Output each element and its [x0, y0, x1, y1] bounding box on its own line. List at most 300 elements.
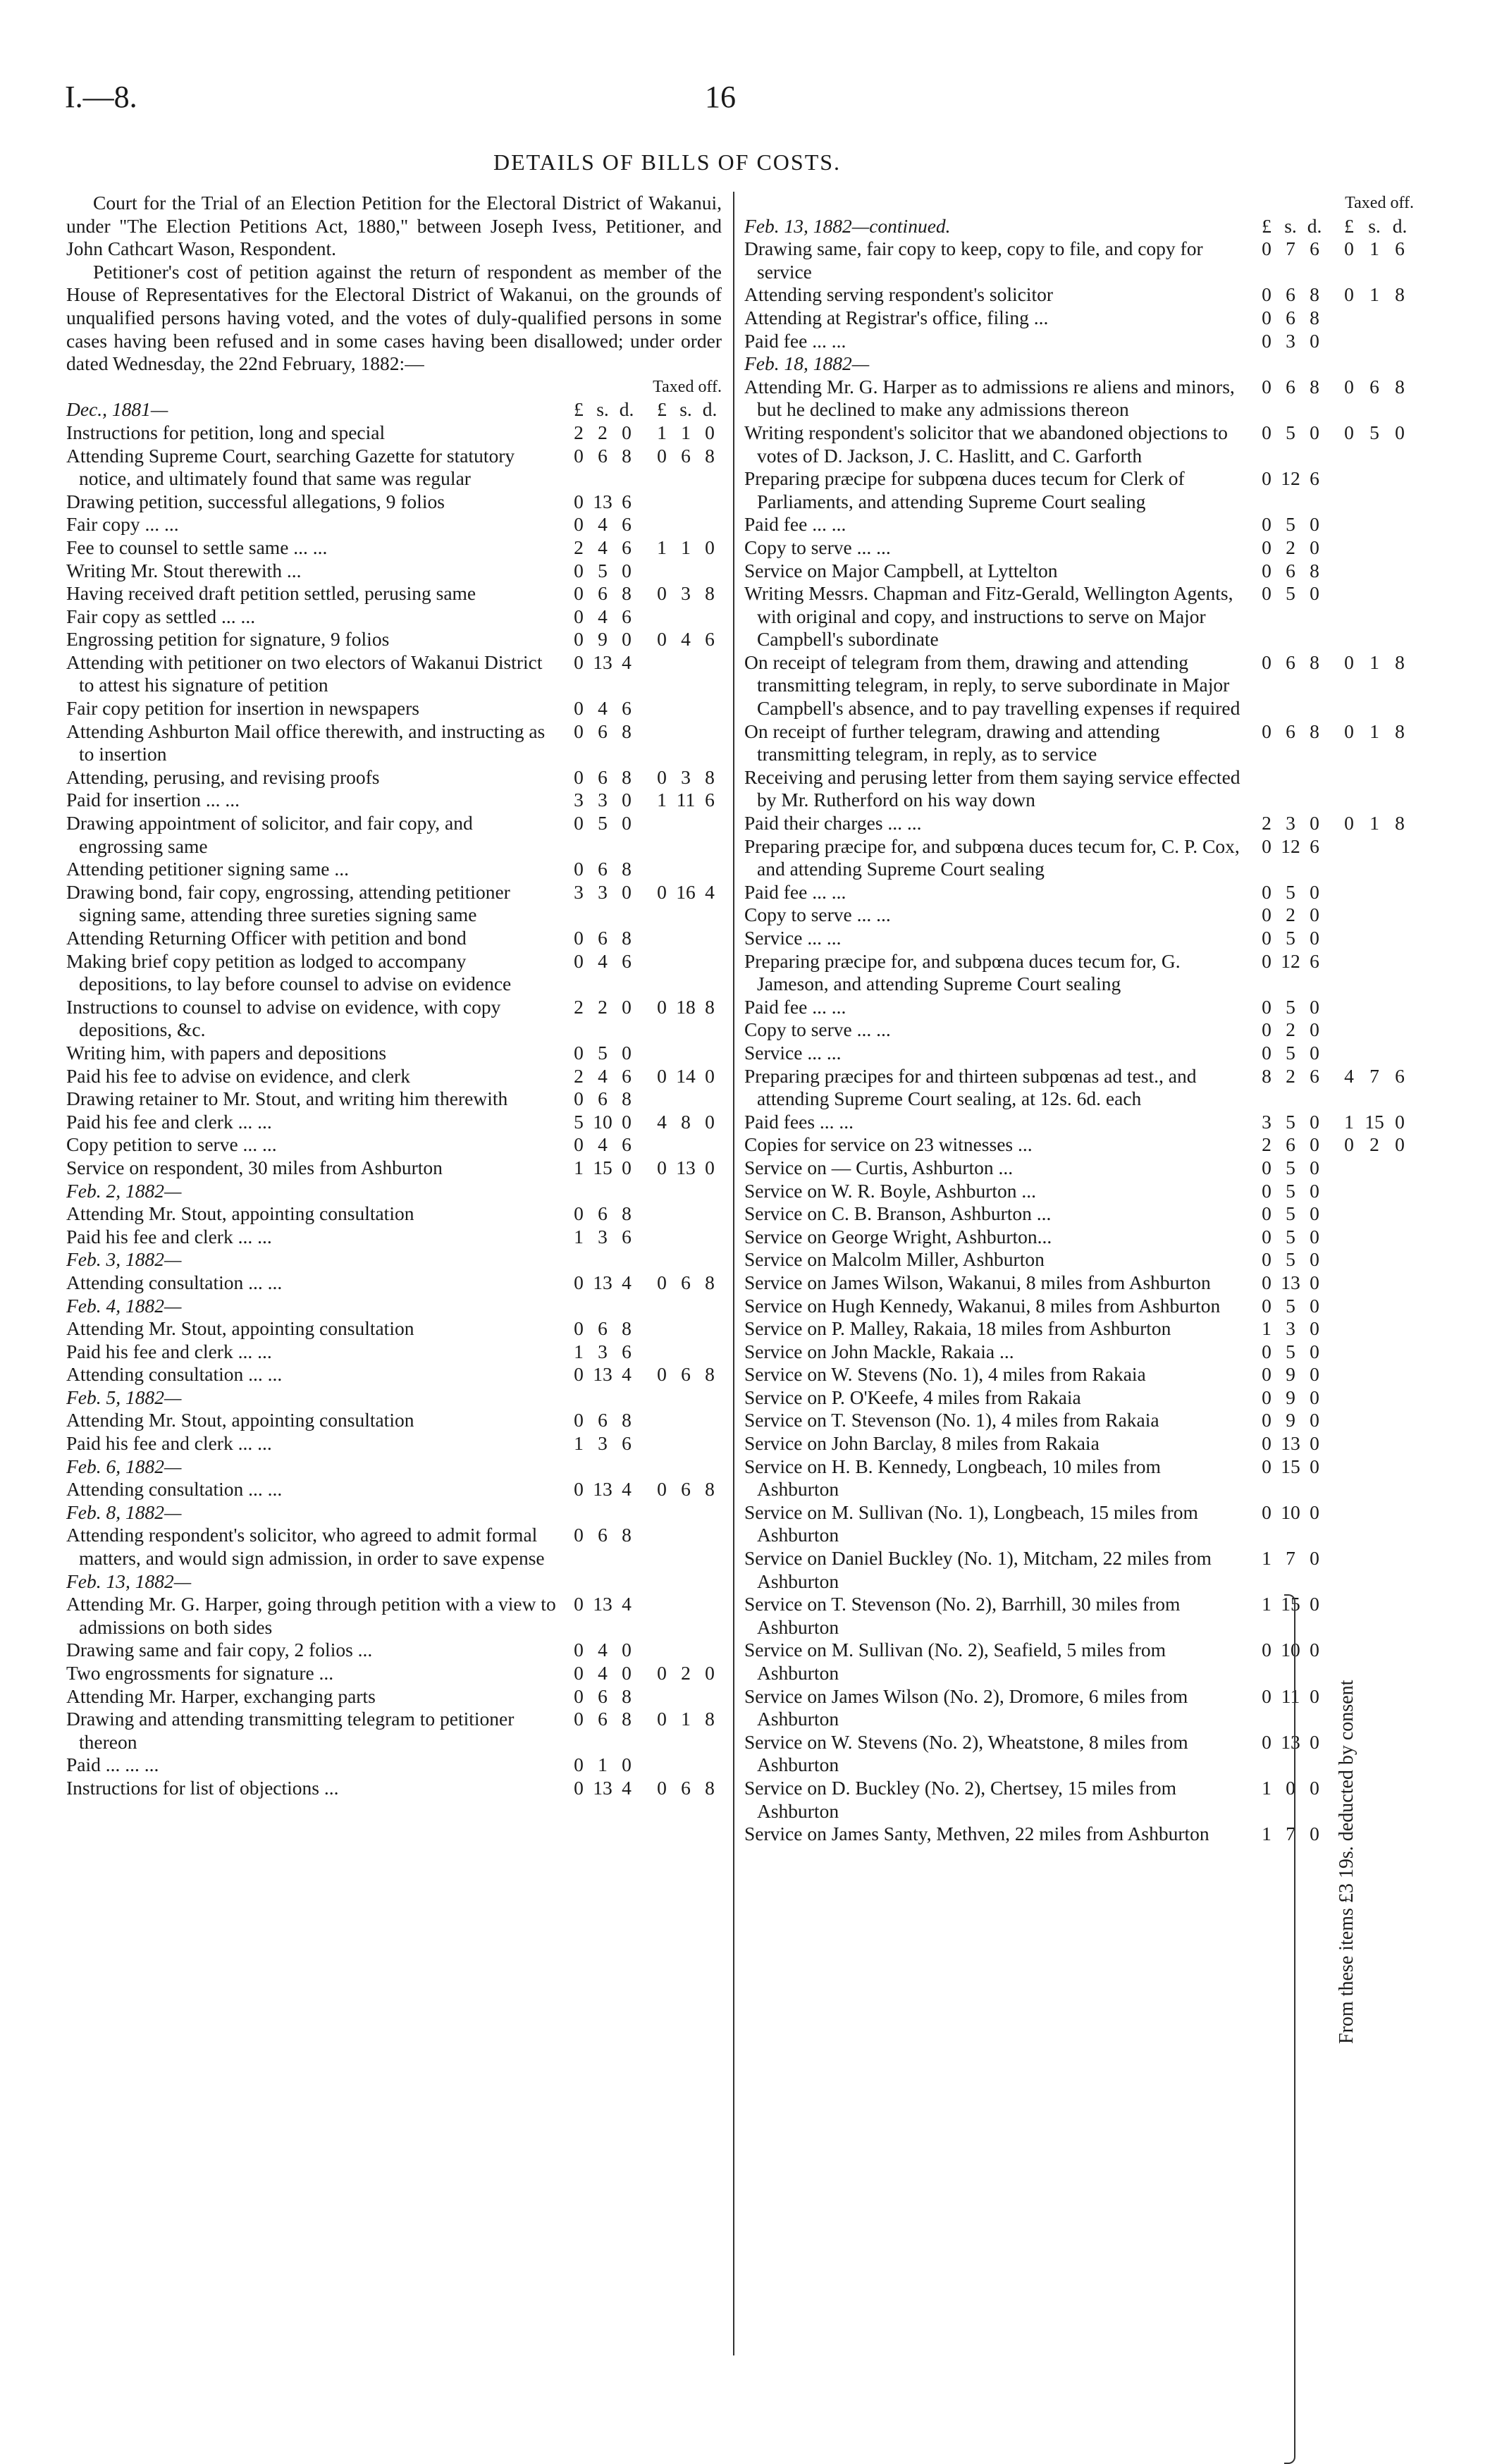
cost-item-row	[744, 1317, 1414, 1341]
amount-taxed-off: 0 6 8	[657, 1776, 715, 1799]
cost-item-description: Copy to serve ... ...	[744, 904, 891, 926]
cost-item-description: Drawing bond, fair copy, engrossing, attending petitioner signing same, attending three sureties signing same	[66, 880, 510, 926]
cost-item-row	[66, 1754, 722, 1777]
amount-charged: 0 5 0	[1262, 880, 1319, 903]
cost-item-description: Preparing præcipes for and thirteen subpœnas ad test., and attending Supreme Court sealing, at 12s. 6d. each	[744, 1064, 1197, 1110]
amount-charged: 5 10 0	[574, 1110, 632, 1133]
cost-item-row	[744, 1248, 1414, 1271]
amount-charged: 0 13 4	[574, 651, 632, 673]
amount-charged: 1 15 0	[1262, 1593, 1319, 1615]
cost-item-description: Service ... ...	[744, 1041, 842, 1064]
amount-charged: 0 6 8	[1262, 283, 1319, 306]
cost-item-row	[66, 1133, 722, 1157]
cost-item-description: Paid fee ... ...	[744, 513, 846, 536]
cost-item-row	[744, 1042, 1414, 1065]
amount-taxed-off: 0 6 8	[657, 1478, 715, 1501]
amount-taxed-off: 0 6 8	[657, 1271, 715, 1293]
cost-item-description: Service on respondent, 30 miles from Ashburton	[66, 1156, 443, 1178]
date-heading	[744, 215, 1414, 238]
amount-charged: 0 6 8	[1262, 720, 1319, 742]
cost-item-row	[66, 651, 722, 697]
amount-charged: 2 3 0	[1262, 812, 1319, 834]
cost-item-row	[66, 605, 722, 629]
cost-item-row	[744, 1432, 1414, 1455]
date-heading	[66, 1501, 722, 1524]
cost-item-row	[66, 1662, 722, 1685]
side-note: From these items £3 19s. deducted by consent	[1336, 1680, 1357, 2044]
cost-item-row	[744, 1363, 1414, 1386]
amount-charged: 0 6 8	[1262, 559, 1319, 581]
cost-item-description: Attending Mr. G. Harper, going through petition with a view to admissions on both sides	[66, 1593, 556, 1638]
cost-item-row	[744, 1685, 1414, 1731]
page-title: DETAILS OF BILLS OF COSTS.	[493, 149, 842, 175]
amount-taxed-off: 1 1 0	[657, 536, 715, 558]
cost-item-row	[744, 1271, 1414, 1295]
cost-item-row	[66, 582, 722, 605]
cost-item-row	[66, 996, 722, 1042]
cost-item-row	[66, 1111, 722, 1134]
amount-charged: 0 5 0	[574, 812, 632, 834]
amount-charged: 2 6 0	[1262, 1133, 1319, 1156]
cost-item-description: Attending Mr. Harper, exchanging parts	[66, 1684, 376, 1707]
amount-taxed-off: 0 16 4	[657, 880, 715, 903]
cost-item-row	[66, 1317, 722, 1341]
amount-charged: 0 12 6	[1262, 834, 1319, 857]
cost-item-row	[744, 421, 1414, 467]
cost-item-row	[66, 1593, 722, 1639]
cost-item-description: Drawing appointment of solicitor, and fair copy, and engrossing same	[66, 812, 473, 857]
amount-charged: 0 5 0	[1262, 513, 1319, 536]
cost-item-description: Copy petition to serve ... ...	[66, 1133, 277, 1156]
cost-item-description: Copies for service on 23 witnesses ...	[744, 1133, 1033, 1156]
cost-item-description: Service on W. Stevens (No. 1), 4 miles from Rakaia	[744, 1363, 1146, 1386]
intro-paragraph-2: Petitioner's cost of petition against the return of respondent as member of the House of Representatives for the Electoral District of Wakanui, on the grounds of unqualified persons having voted, and the votes of duly-qualified persons in some cases having been refused and in some cases having been disallowed; under order dated Wednesday, the 22nd February, 1882:—	[66, 260, 722, 375]
cost-item-row	[66, 1639, 722, 1662]
amount-taxed-off: 4 8 0	[657, 1110, 715, 1133]
cost-item-description: Fair copy as settled ... ...	[66, 605, 256, 627]
cost-item-description: Two engrossments for signature ...	[66, 1662, 334, 1684]
cost-item-row	[66, 1341, 722, 1364]
cost-item-description: Making brief copy petition as lodged to accompany depositions, to lay before counsel to advise on evidence	[66, 949, 512, 995]
date-label: Dec., 1881—	[66, 398, 168, 421]
taxed-off-label: Taxed off.	[653, 377, 722, 396]
cost-item-description: Writing him, with papers and depositions	[66, 1041, 387, 1064]
amount-taxed-off: £ s. d.	[657, 398, 718, 421]
cost-item-row	[744, 1157, 1414, 1180]
cost-item-row	[744, 1386, 1414, 1410]
cost-item-description: Service on D. Buckley (No. 2), Chertsey, 15 miles from Ashburton	[744, 1776, 1177, 1822]
date-heading	[66, 1570, 722, 1594]
cost-item-row	[66, 1478, 722, 1501]
amount-charged: 0 6 8	[574, 582, 632, 605]
date-heading	[66, 1180, 722, 1203]
amount-charged: 0 6 8	[574, 1317, 632, 1340]
cost-item-row	[66, 536, 722, 560]
amount-taxed-off: 0 1 8	[1344, 651, 1405, 673]
amount-charged: 0 5 0	[1262, 1202, 1319, 1225]
amount-charged: 0 1 0	[574, 1754, 632, 1776]
cost-item-description: Attending petitioner signing same ...	[66, 858, 349, 880]
cost-item-row	[744, 283, 1414, 307]
left-cost-list	[66, 398, 722, 1799]
amount-charged: 0 4 6	[574, 949, 632, 972]
amount-charged: 0 5 0	[1262, 1225, 1319, 1248]
cost-item-description: Instructions to counsel to advise on evidence, with copy depositions, &c.	[66, 995, 501, 1041]
amount-charged: 0 9 0	[574, 628, 632, 651]
cost-item-description: Service ... ...	[744, 927, 842, 949]
amount-taxed-off: 1 1 0	[657, 421, 715, 443]
cost-item-row	[66, 1271, 722, 1295]
cost-item-description: Drawing petition, successful allegations, 9 folios	[66, 490, 445, 512]
cost-item-description: Paid for insertion ... ...	[66, 789, 240, 811]
amount-charged: 0 12 6	[1262, 467, 1319, 490]
cost-item-row	[744, 238, 1414, 283]
cost-item-description: Writing Mr. Stout therewith ...	[66, 559, 302, 581]
cost-item-row	[744, 1593, 1414, 1639]
amount-charged: 0 9 0	[1262, 1409, 1319, 1431]
cost-item-row	[744, 1111, 1414, 1134]
amount-taxed-off: £ s. d.	[1344, 214, 1408, 237]
cost-item-description: Having received draft petition settled, perusing same	[66, 582, 476, 605]
amount-charged: 0 6 8	[574, 1202, 632, 1225]
cost-item-description: Paid his fee to advise on evidence, and clerk	[66, 1064, 410, 1087]
amount-charged: 0 13 0	[1262, 1432, 1319, 1455]
amount-taxed-off: 0 18 8	[657, 995, 715, 1018]
amount-charged: 1 3 0	[1262, 1317, 1319, 1340]
date-label: Feb. 2, 1882—	[66, 1179, 182, 1202]
amount-charged: 0 5 0	[1262, 421, 1319, 443]
cost-item-row	[744, 1639, 1414, 1684]
amount-charged: 1 15 0	[574, 1156, 632, 1178]
cost-item-description: Instructions for list of objections ...	[66, 1776, 339, 1799]
cost-item-description: Drawing and attending transmitting telegram to petitioner thereon	[66, 1708, 515, 1753]
cost-item-row	[66, 927, 722, 950]
cost-item-description: Preparing præcipe for, and subpœna duces tecum for, G. Jameson, and attending Supreme Court sealing	[744, 949, 1181, 995]
amount-charged: £ s. d.	[574, 398, 634, 421]
cost-item-description: Service on Hugh Kennedy, Wakanui, 8 miles from Ashburton	[744, 1294, 1221, 1317]
amount-charged: 0 15 0	[1262, 1455, 1319, 1477]
amount-charged: 0 13 4	[574, 1478, 632, 1501]
amount-charged: 0 4 6	[574, 697, 632, 720]
amount-charged: 0 3 0	[1262, 329, 1319, 352]
cost-item-row	[744, 1295, 1414, 1318]
date-label: Feb. 6, 1882—	[66, 1455, 182, 1477]
cost-item-description: Service on W. R. Boyle, Ashburton ...	[744, 1179, 1037, 1202]
amount-charged: 0 6 8	[574, 1088, 632, 1110]
amount-charged: 0 4 0	[574, 1639, 632, 1661]
amount-charged: 3 3 0	[574, 789, 632, 811]
cost-item-row	[66, 628, 722, 651]
cost-item-description: Paid ... ... ...	[66, 1754, 159, 1776]
cost-item-row	[744, 1455, 1414, 1501]
amount-charged: 0 4 0	[574, 1662, 632, 1684]
amount-charged: 2 2 0	[574, 995, 632, 1018]
cost-item-description: Instructions for petition, long and special	[66, 421, 386, 443]
cost-item-description: Paid fees ... ...	[744, 1110, 854, 1133]
cost-item-description: Receiving and perusing letter from them saying service effected by Mr. Rutherford on his way down	[744, 765, 1240, 811]
cost-item-row	[744, 1547, 1414, 1593]
cost-item-description: Service on John Mackle, Rakaia ...	[744, 1340, 1014, 1362]
cost-item-row	[744, 904, 1414, 927]
cost-item-row	[744, 927, 1414, 950]
cost-item-row	[66, 789, 722, 812]
amount-charged: 0 9 0	[1262, 1386, 1319, 1408]
cost-item-description: Engrossing petition for signature, 9 folios	[66, 628, 390, 651]
cost-item-description: Service on James Santy, Methven, 22 miles from Ashburton	[744, 1823, 1209, 1845]
amount-charged: 0 5 0	[1262, 1248, 1319, 1271]
amount-charged: 0 6 8	[1262, 306, 1319, 328]
amount-charged: 0 6 8	[1262, 375, 1319, 398]
amount-charged: 0 11 0	[1262, 1684, 1319, 1707]
cost-item-row	[66, 1708, 722, 1754]
cost-item-description: Service on James Wilson (No. 2), Dromore, 6 miles from Ashburton	[744, 1684, 1188, 1730]
cost-item-row	[66, 1157, 722, 1180]
amount-charged: 1 0 0	[1262, 1776, 1319, 1799]
amount-charged: 0 13 0	[1262, 1271, 1319, 1293]
amount-charged: 0 4 6	[574, 1133, 632, 1156]
amount-charged: 2 2 0	[574, 421, 632, 443]
cost-item-row	[744, 950, 1414, 996]
amount-charged: 0 9 0	[1262, 1363, 1319, 1386]
amount-charged: 0 13 4	[574, 1593, 632, 1615]
date-heading	[66, 1295, 722, 1318]
cost-item-row	[66, 697, 722, 720]
amount-charged: £ s. d.	[1262, 214, 1322, 237]
taxed-off-label-right: Taxed off.	[1345, 194, 1414, 212]
amount-taxed-off: 0 2 0	[657, 1662, 715, 1684]
cost-item-row	[66, 513, 722, 536]
amount-charged: 0 6 8	[1262, 651, 1319, 673]
cost-item-row	[66, 858, 722, 881]
cost-item-row	[66, 560, 722, 583]
cost-item-description: Attending Supreme Court, searching Gazette for statutory notice, and ultimately found that same was regular	[66, 444, 515, 490]
cost-item-row	[744, 720, 1414, 766]
amount-charged: 0 13 4	[574, 1776, 632, 1799]
cost-item-description: Attending consultation ... ...	[66, 1271, 283, 1293]
cost-item-description: Drawing same and fair copy, 2 folios ...	[66, 1639, 373, 1661]
cost-item-row	[744, 996, 1414, 1019]
amount-taxed-off: 1 15 0	[1344, 1110, 1405, 1133]
date-label: Feb. 5, 1882—	[66, 1386, 182, 1408]
cost-item-description: Paid his fee and clerk ... ...	[66, 1110, 272, 1133]
date-heading	[744, 352, 1414, 376]
amount-charged: 0 6 8	[574, 444, 632, 467]
cost-item-row	[744, 1777, 1414, 1823]
cost-item-row	[66, 1042, 722, 1065]
cost-item-row	[744, 1180, 1414, 1203]
cost-item-row	[744, 307, 1414, 330]
date-label: Feb. 3, 1882—	[66, 1248, 182, 1271]
amount-charged: 0 10 0	[1262, 1501, 1319, 1523]
amount-charged: 0 2 0	[1262, 1018, 1319, 1041]
cost-item-row	[744, 1202, 1414, 1226]
cost-item-description: Paid his fee and clerk ... ...	[66, 1340, 272, 1362]
cost-item-description: Preparing præcipe for, and subpœna duces tecum for, C. P. Cox, and attending Supreme Court sealing	[744, 834, 1240, 880]
cost-item-row	[66, 491, 722, 514]
cost-item-row	[66, 812, 722, 858]
cost-item-row	[744, 536, 1414, 560]
amount-taxed-off: 0 5 0	[1344, 421, 1405, 443]
amount-charged: 0 2 0	[1262, 904, 1319, 926]
cost-item-row	[744, 881, 1414, 904]
amount-taxed-off: 0 3 8	[657, 765, 715, 788]
cost-item-description: Service on P. Malley, Rakaia, 18 miles from Ashburton	[744, 1317, 1171, 1340]
amount-charged: 2 4 6	[574, 1064, 632, 1087]
amount-charged: 2 4 6	[574, 536, 632, 558]
intro-paragraph-1: Court for the Trial of an Election Petition for the Electoral District of Wakanui, under "The Election Petitions Act, 1880," between Joseph Ivess, Petitioner, and John Cathcart Wason, Respondent.	[66, 192, 722, 260]
cost-item-description: Service on M. Sullivan (No. 2), Seafield, 5 miles from Ashburton	[744, 1639, 1166, 1684]
cost-item-description: Preparing præcipe for subpœna duces tecum for Clerk of Parliaments, and attending Supreme Court sealing	[744, 467, 1185, 512]
cost-item-row	[66, 1777, 722, 1800]
amount-taxed-off: 0 1 6	[1344, 238, 1405, 260]
cost-item-description: Copy to serve ... ...	[744, 536, 891, 558]
amount-charged: 3 5 0	[1262, 1110, 1319, 1133]
cost-item-row	[66, 766, 722, 789]
amount-charged: 0 5 0	[1262, 995, 1319, 1018]
cost-item-row	[66, 1202, 722, 1226]
cost-item-description: Attending serving respondent's solicitor	[744, 283, 1054, 306]
cost-item-description: Paid their charges ... ...	[744, 812, 922, 834]
amount-taxed-off: 0 14 0	[657, 1064, 715, 1087]
amount-charged: 8 2 6	[1262, 1064, 1319, 1087]
cost-item-row	[744, 1501, 1414, 1547]
amount-charged: 0 13 0	[1262, 1730, 1319, 1753]
cost-item-description: Fair copy ... ...	[66, 513, 179, 536]
cost-item-row	[66, 445, 722, 491]
cost-item-description: Fee to counsel to settle same ... ...	[66, 536, 328, 558]
date-label: Feb. 8, 1882—	[66, 1501, 182, 1523]
cost-item-description: Drawing retainer to Mr. Stout, and writing him therewith	[66, 1088, 508, 1110]
cost-item-description: Service on — Curtis, Ashburton ...	[744, 1156, 1014, 1178]
amount-charged: 0 6 8	[574, 765, 632, 788]
cost-item-description: Attending with petitioner on two electors of Wakanui District to attest his signature of petition	[66, 651, 543, 696]
cost-item-description: Writing Messrs. Chapman and Fitz-Gerald, Wellington Agents, with original and copy, and instructions to serve on Major Campbell's subordinate	[744, 582, 1233, 651]
amount-charged: 0 2 0	[1262, 536, 1319, 558]
cost-item-description: Attending Ashburton Mail office therewith, and instructing as to insertion	[66, 720, 546, 765]
amount-charged: 0 7 6	[1262, 238, 1319, 260]
cost-item-row	[744, 582, 1414, 651]
amount-charged: 1 3 6	[574, 1340, 632, 1362]
amount-charged: 0 5 0	[1262, 1156, 1319, 1178]
amount-taxed-off: 0 1 8	[657, 1708, 715, 1730]
amount-taxed-off: 0 6 8	[657, 1363, 715, 1386]
cost-item-row	[66, 720, 722, 766]
cost-item-row	[66, 1065, 722, 1088]
amount-charged: 0 4 6	[574, 605, 632, 627]
cost-item-row	[744, 1731, 1414, 1777]
date-heading	[66, 1455, 722, 1479]
cost-item-row	[66, 421, 722, 445]
cost-item-row	[66, 1363, 722, 1386]
cost-item-description: Service on W. Stevens (No. 2), Wheatstone, 8 miles from Ashburton	[744, 1730, 1188, 1776]
cost-item-description: Service on John Barclay, 8 miles from Rakaia	[744, 1432, 1100, 1455]
amount-charged: 0 5 0	[1262, 1294, 1319, 1317]
cost-item-row	[744, 835, 1414, 881]
amount-charged: 0 5 0	[1262, 1041, 1319, 1064]
cost-item-row	[744, 1226, 1414, 1249]
amount-taxed-off: 0 1 8	[1344, 283, 1405, 306]
cost-item-description: Attending Mr. Stout, appointing consultation	[66, 1317, 414, 1340]
cost-item-description: Drawing same, fair copy to keep, copy to file, and copy for service	[744, 238, 1203, 283]
cost-item-description: Service on H. B. Kennedy, Longbeach, 10 miles from Ashburton	[744, 1455, 1161, 1501]
amount-charged: 0 6 8	[574, 858, 632, 880]
cost-item-description: Service on James Wilson, Wakanui, 8 miles from Ashburton	[744, 1271, 1211, 1293]
amount-taxed-off: 0 3 8	[657, 582, 715, 605]
cost-item-row	[744, 651, 1414, 720]
cost-item-row	[66, 950, 722, 996]
left-column	[66, 192, 722, 1800]
cost-item-description: Copy to serve ... ...	[744, 1018, 891, 1041]
amount-taxed-off: 0 6 8	[1344, 375, 1405, 398]
date-label: Feb. 4, 1882—	[66, 1294, 182, 1317]
amount-charged: 0 5 0	[1262, 927, 1319, 949]
cost-item-row	[744, 330, 1414, 353]
date-heading	[66, 398, 722, 421]
cost-item-description: Service on T. Stevenson (No. 1), 4 miles from Rakaia	[744, 1409, 1159, 1431]
bracket-brace	[1284, 1594, 1295, 2464]
document-reference: I.—8.	[65, 80, 137, 114]
cost-item-description: On receipt of telegram from them, drawing and attending transmitting telegram, in reply, to serve subordinate in Major Campbell's absence, and to pay travelling expenses if required	[744, 651, 1240, 720]
amount-taxed-off: 0 2 0	[1344, 1133, 1405, 1156]
amount-charged: 0 6 8	[574, 1708, 632, 1730]
cost-item-description: Attending Mr. Stout, appointing consultation	[66, 1202, 414, 1225]
cost-item-description: Paid fee ... ...	[744, 995, 846, 1018]
amount-charged: 1 3 6	[574, 1225, 632, 1248]
cost-item-description: Service on P. O'Keefe, 4 miles from Rakaia	[744, 1386, 1081, 1408]
cost-item-row	[744, 1409, 1414, 1432]
amount-charged: 0 6 8	[574, 1409, 632, 1431]
amount-charged: 0 13 6	[574, 490, 632, 512]
amount-charged: 0 5 0	[1262, 582, 1319, 605]
cost-item-description: Attending consultation ... ...	[66, 1478, 283, 1501]
cost-item-row	[66, 1685, 722, 1708]
amount-charged: 0 6 8	[574, 1684, 632, 1707]
cost-item-description: Service on C. B. Branson, Ashburton ...	[744, 1202, 1052, 1225]
cost-item-description: Service on George Wright, Ashburton...	[744, 1225, 1052, 1248]
amount-charged: 0 5 0	[1262, 1179, 1319, 1202]
amount-taxed-off: 0 6 8	[657, 444, 715, 467]
amount-charged: 0 6 8	[574, 1524, 632, 1546]
cost-item-row	[66, 1226, 722, 1249]
cost-item-description: Paid his fee and clerk ... ...	[66, 1432, 272, 1455]
cost-item-description: Service on Major Campbell, at Lyttelton	[744, 559, 1058, 581]
amount-charged: 0 13 4	[574, 1271, 632, 1293]
column-divider	[733, 192, 734, 2355]
cost-item-row	[744, 467, 1414, 513]
amount-charged: 0 6 8	[574, 720, 632, 742]
amount-charged: 0 5 0	[574, 1041, 632, 1064]
amount-charged: 1 7 0	[1262, 1547, 1319, 1570]
right-column	[744, 192, 1414, 1846]
amount-charged: 0 10 0	[1262, 1639, 1319, 1661]
cost-item-row	[66, 1409, 722, 1432]
cost-item-row	[744, 376, 1414, 421]
date-label: Feb. 13, 1882—continued.	[744, 214, 951, 237]
amount-charged: 0 5 0	[574, 559, 632, 581]
amount-charged: 0 6 8	[574, 927, 632, 949]
date-heading	[66, 1248, 722, 1271]
amount-charged: 0 12 6	[1262, 949, 1319, 972]
cost-item-description: Attending at Registrar's office, filing ...	[744, 306, 1049, 328]
cost-item-description: Service on T. Stevenson (No. 2), Barrhill, 30 miles from Ashburton	[744, 1593, 1181, 1638]
cost-item-description: Service on Malcolm Miller, Ashburton	[744, 1248, 1045, 1271]
cost-item-description: On receipt of further telegram, drawing and attending transmitting telegram, in reply, as to service	[744, 720, 1160, 765]
cost-item-description: Service on Daniel Buckley (No. 1), Mitcham, 22 miles from Ashburton	[744, 1547, 1212, 1592]
cost-item-row	[744, 560, 1414, 583]
cost-item-description: Writing respondent's solicitor that we abandoned objections to votes of D. Jackson, J. C. Haslitt, and C. Garforth	[744, 421, 1228, 467]
cost-item-description: Attending Mr. Stout, appointing consultation	[66, 1409, 414, 1431]
date-label: Feb. 13, 1882—	[66, 1570, 192, 1592]
